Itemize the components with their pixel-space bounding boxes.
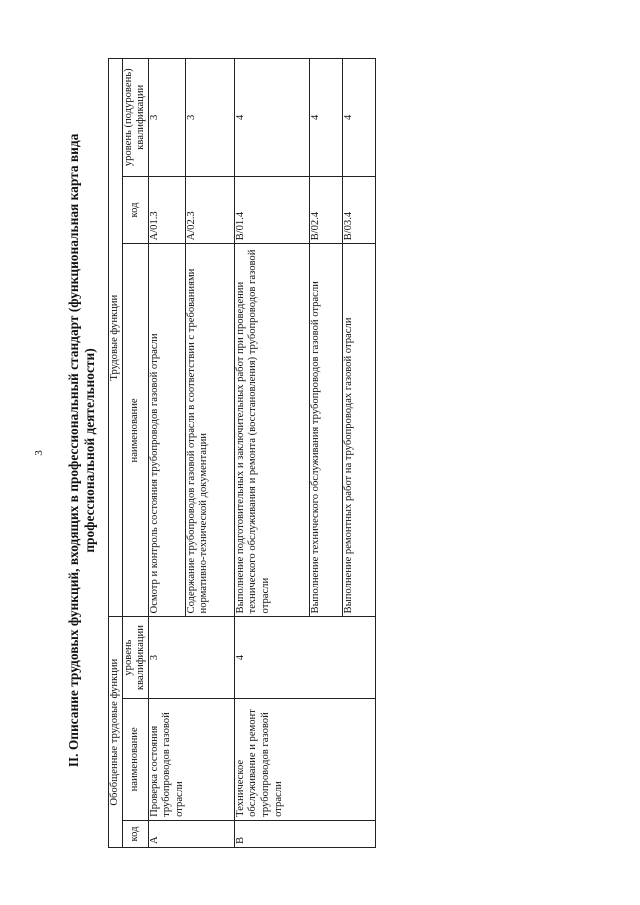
group-code: В [234, 820, 375, 847]
section-heading-line-2: профессиональной деятельности) [82, 348, 97, 553]
header-labor-functions: Трудовые функции [109, 59, 123, 617]
rotated-page-content [66, 53, 586, 848]
function-code: B/02.4 [309, 176, 342, 244]
header-row-1 [109, 59, 123, 848]
function-level: 4 [234, 59, 309, 177]
function-code: B/03.4 [342, 176, 375, 244]
header-row-2 [122, 59, 148, 848]
function-level: 3 [185, 59, 234, 177]
page-number: 3 [32, 450, 45, 456]
header-code: код [122, 820, 148, 847]
group-name: Техническое обслуживание и ремонт трубопроводов газовой отрасли [234, 698, 375, 820]
group-level: 3 [148, 617, 234, 698]
function-level: 3 [148, 59, 185, 177]
function-name: Содержание трубопроводов газовой отрасли в соответствии с требованиями нормативно-технической документации [185, 244, 234, 617]
table-row [234, 59, 309, 848]
section-heading [66, 53, 98, 848]
header-function-name: наименование [122, 244, 148, 617]
function-code: A/01.3 [148, 176, 185, 244]
group-level: 4 [234, 617, 375, 698]
header-generalized-functions: Обобщенные трудовые функции [109, 617, 123, 848]
section-heading-line-1: II. Описание трудовых функций, входящих в профессиональный стандарт (функциональная карта вида [66, 133, 81, 768]
function-name: Выполнение технического обслуживания трубопроводов газовой отрасли [309, 244, 342, 617]
function-name: Выполнение подготовительных и заключительных работ при проведении технического обслуживания и ремонта (восстановления) трубопроводов газовой отрасли [234, 244, 309, 617]
function-name: Выполнение ремонтных работ на трубопроводах газовой отрасли [342, 244, 375, 617]
function-code: A/02.3 [185, 176, 234, 244]
function-code: B/01.4 [234, 176, 309, 244]
group-code: А [148, 820, 234, 847]
header-name: наименование [122, 698, 148, 820]
table-row [148, 59, 185, 848]
function-name: Осмотр и контроль состояния трубопроводов газовой отрасли [148, 244, 185, 617]
header-function-level: уровень (подуровень) квалификации [122, 59, 148, 177]
header-qualification-level: уровень квалификации [122, 617, 148, 698]
function-level: 4 [309, 59, 342, 177]
function-level: 4 [342, 59, 375, 177]
functional-map-table [108, 58, 376, 848]
header-function-code: код [122, 176, 148, 244]
group-name: Проверка состояния трубопроводов газовой отрасли [148, 698, 234, 820]
